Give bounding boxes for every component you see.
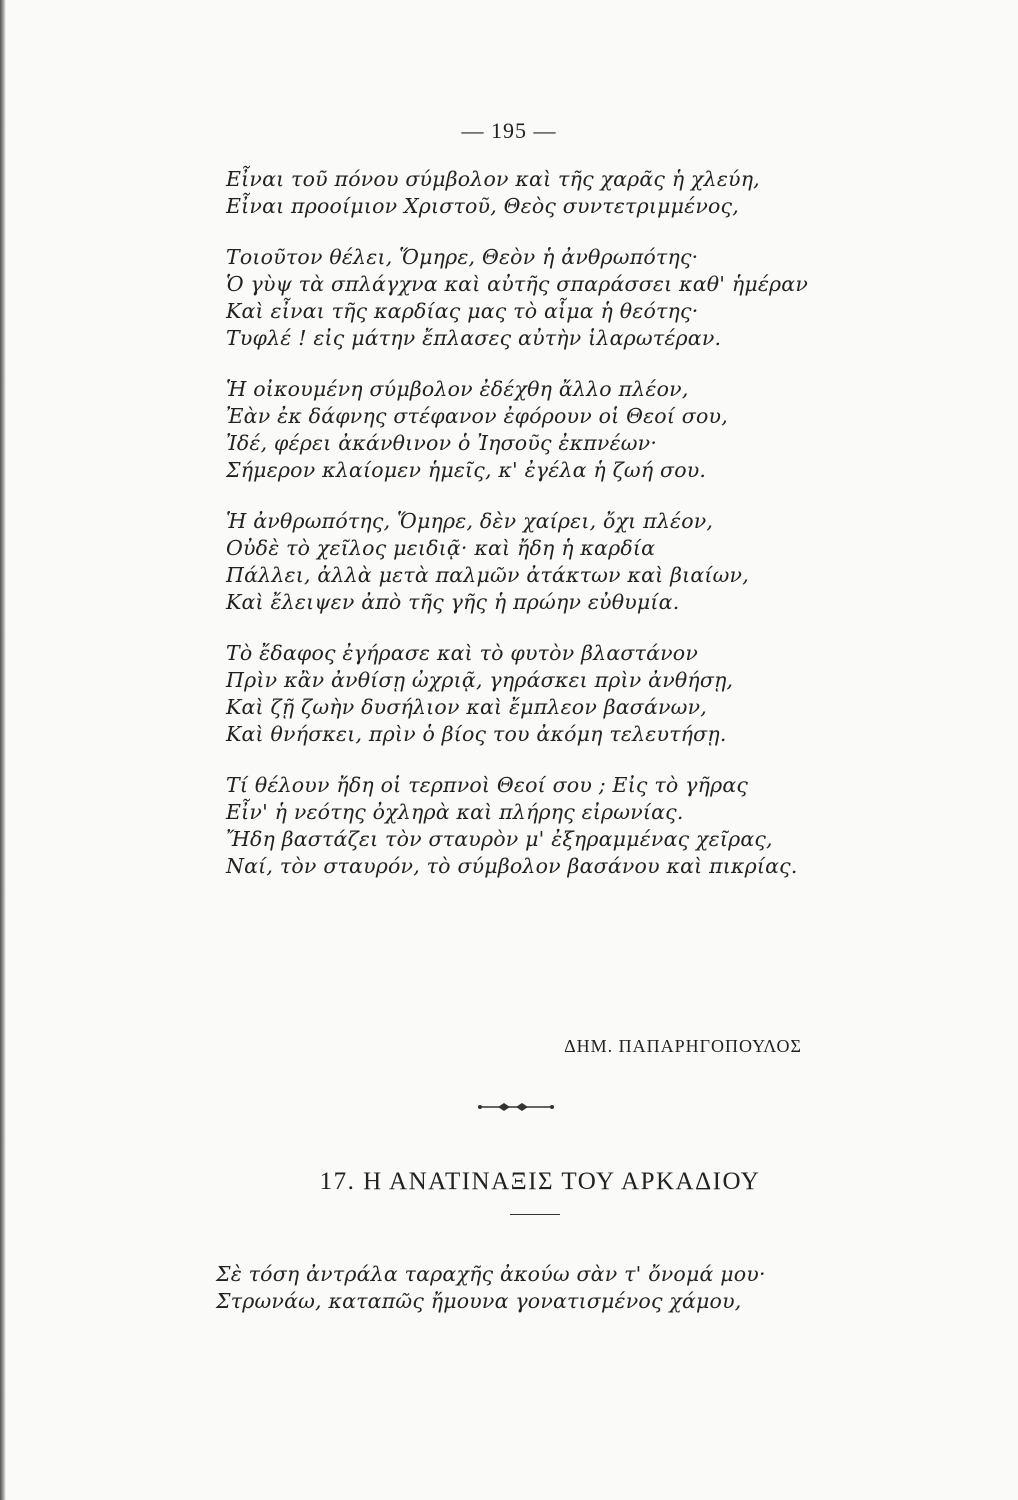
stanza [226, 166, 826, 220]
verse-line: Καὶ θνήσκει, πρὶν ὁ βίος του ἀκόμη τελευτήσῃ. [226, 722, 727, 746]
verse-line: Καὶ ζῇ ζωὴν δυσήλιον καὶ ἔμπλεον βασάνων, [226, 695, 707, 719]
verse-line: Τυφλέ ! εἰς μάτην ἔπλασες αὐτὴν ἱλαρωτέραν. [226, 326, 722, 350]
verse-line: Καὶ εἶναι τῆς καρδίας μας τὸ αἷμα ἡ θεότης· [226, 299, 699, 323]
page-number: — 195 — [461, 118, 557, 143]
verse-line: Στρωνάω, καταπῶς ἤμουνα γονατισμένος χάμου, [216, 1289, 742, 1313]
verse-line: Ναί, τὸν σταυρόν, τὸ σύμβολον βασάνου καὶ πικρίας. [226, 854, 798, 878]
verse-line: Εἶναι προοίμιον Χριστοῦ, Θεὸς συντετριμμένος, [226, 194, 739, 218]
stanza [226, 640, 826, 748]
section-title: 17. Η ΑΝΑΤΙΝΑΞΙΣ ΤΟΥ ΑΡΚΑΔΙΟΥ [319, 1168, 761, 1195]
verse-line: Ἐὰν ἐκ δάφνης στέφανον ἐφόρουν οἱ Θεοί σου, [226, 404, 728, 428]
title-underline [510, 1214, 560, 1215]
verse-line: Ὁ γὺψ τὰ σπλάγχνα καὶ αὐτῆς σπαράσσει καθ' ἡμέραν [226, 272, 808, 296]
verse-line: Ἰδέ, φέρει ἀκάνθινον ὁ Ἰησοῦς ἐκπνέων· [226, 431, 658, 455]
stanza [226, 244, 826, 352]
verse-line: Ἡ οἰκουμένη σύμβολον ἐδέχθη ἄλλο πλέον, [226, 377, 689, 401]
verse-line: Εἶναι τοῦ πόνου σύμβολον καὶ τῆς χαρᾶς ἡ χλεύη, [226, 167, 760, 191]
stanza [226, 376, 826, 484]
verse-line: Ἤδη βαστάζει τὸν σταυρὸν μ' ἐξηραμμένας χεῖρας, [226, 827, 773, 851]
verse-line: Πάλλει, ἀλλὰ μετὰ παλμῶν ἀτάκτων καὶ βιαίων, [226, 563, 749, 587]
ornament-divider-icon [476, 1100, 556, 1114]
verse-line: Πρὶν κἂν ἀνθίσῃ ὠχριᾷ, γηράσκει πρὶν ἀνθήσῃ, [226, 668, 734, 692]
poem-body [226, 166, 826, 904]
verse-line: Τί θέλουν ἤδη οἱ τερπνοὶ Θεοί σου ; Εἰς τὸ γῆρας [226, 773, 749, 797]
verse-line: Εἶν' ἡ νεότης ὀχληρὰ καὶ πλήρης εἰρωνίας. [226, 800, 684, 824]
verse-line: Καὶ ἔλειψεν ἀπὸ τῆς γῆς ἡ πρώην εὐθυμία. [226, 590, 680, 614]
verse-line: Τὸ ἔδαφος ἐγήρασε καὶ τὸ φυτὸν βλαστάνον [226, 641, 699, 665]
poem-author: ΔΗΜ. ΠΑΠΑΡΗΓΟΠΟΥΛΟΣ [564, 1036, 802, 1056]
verse-line: Ἡ ἀνθρωπότης, Ὅμηρε, δὲν χαίρει, ὄχι πλέον, [226, 509, 714, 533]
verse-line: Οὐδὲ τὸ χεῖλος μειδιᾷ· καὶ ἤδη ἡ καρδία [226, 536, 656, 560]
section-poem-body [216, 1261, 816, 1315]
stanza [226, 772, 826, 880]
page-binding-edge [0, 0, 6, 1500]
verse-line: Σήμερον κλαίομεν ἡμεῖς, κ' ἐγέλα ἡ ζωή σου. [226, 458, 707, 482]
verse-line: Σὲ τόση ἀντράλα ταραχῆς ἀκούω σὰν τ' ὄνομά μου· [216, 1262, 766, 1286]
stanza [226, 508, 826, 616]
verse-line: Τοιοῦτον θέλει, Ὅμηρε, Θεὸν ἡ ἀνθρωπότης· [226, 245, 699, 269]
